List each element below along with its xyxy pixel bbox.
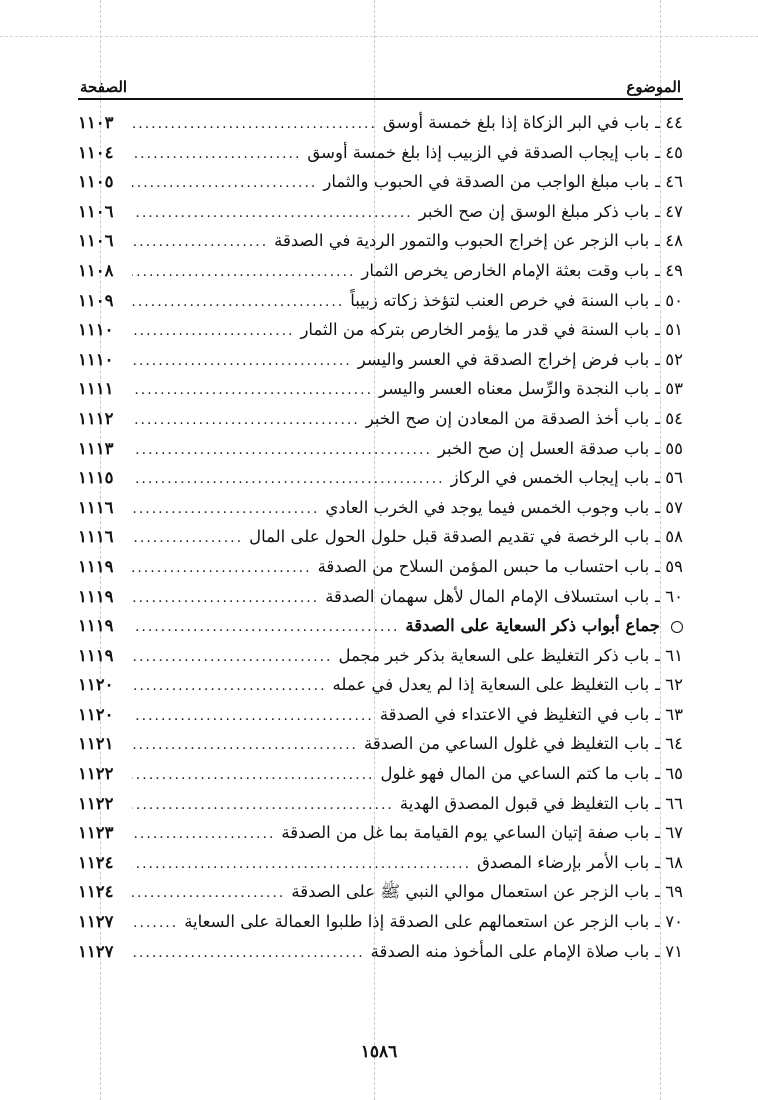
toc-header: [78, 70, 683, 100]
entry-number: ٦٢ ـ: [655, 675, 683, 695]
entry-page-number: ١١٠٨: [78, 260, 114, 280]
entry-number: ٧٠ ـ: [655, 912, 683, 932]
entry-title: باب الرخصة في تقديم الصدقة قبل حلول الحول على المال: [249, 527, 650, 547]
toc-row[interactable]: [78, 143, 683, 173]
toc-row[interactable]: [78, 113, 683, 143]
dot-leader: [132, 294, 344, 310]
entry-page-number: ١١٢٤: [78, 852, 114, 872]
toc-row[interactable]: [78, 882, 683, 912]
dot-leader: [132, 619, 399, 635]
scan-guide-line: [0, 36, 758, 37]
toc-row[interactable]: [78, 468, 683, 498]
entry-number: ٤٤ ـ: [655, 113, 683, 132]
dot-leader: [132, 708, 374, 724]
dot-leader: [132, 737, 358, 753]
entry-page-number: ١١١٩: [78, 556, 114, 576]
entry-title: باب النجدة والرِّسل معناه العسر واليسر: [379, 379, 650, 399]
entry-title: باب صفة إتيان الساعي يوم القيامة بما غل من الصدقة: [281, 823, 650, 843]
dot-leader: [132, 471, 445, 487]
toc-row[interactable]: [78, 320, 683, 350]
entry-number: ٦٣ ـ: [655, 704, 683, 724]
entry-title: باب إيجاب الصدقة في الزبيب إذا بلغ خمسة أوسق: [307, 142, 650, 162]
entry-number: ٦٨ ـ: [655, 852, 683, 872]
toc-row[interactable]: [78, 587, 683, 617]
toc-row[interactable]: [78, 675, 683, 705]
entry-title: باب استسلاف الإمام المال لأهل سهمان الصدقة: [325, 586, 650, 606]
entry-number: [666, 616, 683, 635]
entry-page-number: ١١٠٥: [78, 172, 114, 192]
entry-page-number: ١١٠٩: [78, 290, 114, 310]
page-number: ١٥٨٦: [360, 1042, 398, 1062]
toc-row[interactable]: [78, 291, 683, 321]
entry-page-number: ١١١٦: [78, 497, 114, 517]
page-column-label: الصفحة: [80, 78, 128, 96]
toc-row[interactable]: [78, 646, 683, 676]
toc-row[interactable]: [78, 498, 683, 528]
dot-leader: [132, 442, 432, 458]
entry-title: باب احتساب ما حبس المؤمن السلاح من الصدقة: [317, 556, 650, 576]
toc-section-heading[interactable]: [78, 616, 683, 646]
entry-title: باب إيجاب الخمس في الركاز: [450, 468, 650, 488]
dot-leader: [132, 234, 268, 250]
topic-column-label: الموضوع: [626, 78, 681, 96]
entry-number: ٦٠ ـ: [655, 586, 683, 606]
entry-page-number: ١١٢٤: [78, 882, 114, 902]
toc-row[interactable]: [78, 409, 683, 439]
toc-row[interactable]: [78, 823, 683, 853]
toc-row[interactable]: [78, 557, 683, 587]
entry-page-number: ١١١٢: [78, 408, 114, 428]
toc-row[interactable]: [78, 705, 683, 735]
entry-number: ٥٩ ـ: [655, 556, 683, 576]
toc-row[interactable]: [78, 202, 683, 232]
dot-leader: [132, 530, 243, 546]
dot-leader: [132, 323, 294, 339]
entry-title: باب ما كتم الساعي من المال فهو غلول: [380, 764, 650, 784]
entry-page-number: ١١١٩: [78, 616, 114, 636]
dot-leader: [132, 501, 319, 517]
entry-title: باب الزجر عن استعمالهم على الصدقة إذا طلبوا العمالة على السعاية: [184, 912, 650, 932]
dot-leader: [132, 412, 360, 428]
toc-row[interactable]: [78, 794, 683, 824]
entry-title: باب ذكر مبلغ الوسق إن صح الخبر: [418, 201, 650, 221]
toc-row[interactable]: [78, 261, 683, 291]
entry-page-number: ١١٢٢: [78, 793, 114, 813]
entry-number: ٥٨ ـ: [655, 527, 683, 547]
entry-page-number: ١١١١: [78, 379, 114, 399]
entry-number: ٤٦ ـ: [655, 172, 683, 192]
toc-row[interactable]: [78, 172, 683, 202]
toc-row[interactable]: [78, 379, 683, 409]
circle-bullet-icon: [671, 621, 683, 633]
entry-number: ٤٧ ـ: [655, 201, 683, 221]
entry-page-number: ١١١٥: [78, 468, 114, 488]
entry-number: ٥١ ـ: [655, 320, 683, 340]
dot-leader: [132, 590, 319, 606]
entry-page-number: ١١٢٠: [78, 675, 114, 695]
dot-leader: [132, 767, 374, 783]
entry-title: باب صدقة العسل إن صح الخبر: [437, 438, 650, 458]
entry-title: باب في التغليظ في الاعتداء في الصدقة: [379, 704, 650, 724]
entry-title: باب مبلغ الواجب من الصدقة في الحبوب والثمار: [323, 172, 650, 192]
entry-number: ٥٣ ـ: [655, 379, 683, 399]
entry-page-number: ١١٠٣: [78, 113, 114, 132]
entry-number: ٤٩ ـ: [655, 260, 683, 280]
entry-number: ٥٤ ـ: [655, 408, 683, 428]
dot-leader: [132, 353, 352, 369]
dot-leader: [132, 560, 312, 576]
entry-number: ٦٦ ـ: [655, 793, 683, 813]
dot-leader: [132, 175, 317, 191]
toc-row[interactable]: [78, 912, 683, 942]
entry-number: ٥٧ ـ: [655, 497, 683, 517]
entry-number: ٦٥ ـ: [655, 764, 683, 784]
entry-number: ٥٦ ـ: [655, 468, 683, 488]
dot-leader: [132, 205, 413, 221]
dot-leader: [132, 678, 327, 694]
entry-title: باب صلاة الإمام على المأخوذ منه الصدقة: [370, 941, 650, 961]
entry-title: باب التغليظ في قبول المصدق الهدية: [399, 793, 650, 813]
entry-page-number: ١١١٣: [78, 438, 114, 458]
dot-leader: [132, 856, 471, 872]
entry-page-number: ١١١٠: [78, 349, 114, 369]
dot-leader: [132, 797, 394, 813]
entry-number: ٤٨ ـ: [655, 231, 683, 251]
toc-row[interactable]: [78, 439, 683, 469]
entry-title: باب الزجر عن استعمال موالي النبي ﷺ على الصدقة: [291, 882, 650, 902]
entry-title: باب السنة في قدر ما يؤمر الخارص بتركه من الثمار: [300, 320, 650, 340]
entry-page-number: ١١١٠: [78, 320, 114, 340]
entry-title: باب وجوب الخمس فيما يوجد في الخرب العادي: [325, 497, 650, 517]
dot-leader: [132, 945, 365, 961]
entry-number: ٤٥ ـ: [655, 142, 683, 162]
toc-list: [78, 113, 683, 971]
entry-title: باب ذكر التغليظ على السعاية بذكر خبر مجمل: [338, 645, 650, 665]
entry-number: ٦٩ ـ: [655, 882, 683, 902]
entry-title: باب فرض إخراج الصدقة في العسر واليسر: [357, 349, 650, 369]
entry-number: ٥٢ ـ: [655, 349, 683, 369]
entry-page-number: ١١٠٤: [78, 142, 114, 162]
dot-leader: [132, 146, 301, 162]
entry-title: باب التغليظ في غلول الساعي من الصدقة: [363, 734, 650, 754]
entry-page-number: ١١٢١: [78, 734, 114, 754]
entry-title: باب الزجر عن إخراج الحبوب والتمور الردية في الصدقة: [274, 231, 650, 251]
toc-row[interactable]: [78, 942, 683, 972]
toc-row[interactable]: [78, 764, 683, 794]
entry-page-number: ١١٢٧: [78, 941, 114, 961]
entry-number: ٥٥ ـ: [655, 438, 683, 458]
dot-leader: [132, 116, 377, 132]
toc-row[interactable]: [78, 734, 683, 764]
entry-title: باب وقت بعثة الإمام الخارص يخرص الثمار: [361, 260, 650, 280]
entry-number: ٦١ ـ: [655, 645, 683, 665]
entry-page-number: ١١٢٢: [78, 764, 114, 784]
dot-leader: [132, 649, 333, 665]
toc-row[interactable]: [78, 350, 683, 380]
dot-leader: [132, 915, 178, 931]
dot-leader: [132, 826, 275, 842]
entry-page-number: ١١١٩: [78, 645, 114, 665]
dot-leader: [132, 264, 355, 280]
toc-row[interactable]: [78, 527, 683, 557]
entry-number: ٥٠ ـ: [655, 290, 683, 310]
entry-page-number: ١١٢٠: [78, 704, 114, 724]
entry-title: باب السنة في خرص العنب لتؤخذ زكاته زبيباً: [350, 290, 650, 310]
entry-title: باب الأمر بإرضاء المصدق: [477, 852, 650, 872]
dot-leader: [132, 382, 373, 398]
entry-title: جماع أبواب ذكر السعاية على الصدقة: [405, 616, 660, 636]
entry-number: ٦٤ ـ: [655, 734, 683, 754]
entry-page-number: ١١٠٦: [78, 201, 114, 221]
entry-title: باب التغليظ على السعاية إذا لم يعدل في عمله: [332, 675, 650, 695]
entry-page-number: ١١١٦: [78, 527, 114, 547]
entry-page-number: ١١١٩: [78, 586, 114, 606]
dot-leader: [132, 885, 285, 901]
entry-page-number: ١١٠٦: [78, 231, 114, 251]
entry-page-number: ١١٢٣: [78, 823, 114, 843]
entry-title: باب أخذ الصدقة من المعادن إن صح الخبر: [365, 408, 650, 428]
entry-title: باب في البر الزكاة إذا بلغ خمسة أوسق: [382, 113, 650, 132]
toc-row[interactable]: [78, 853, 683, 883]
toc-page: [78, 70, 683, 971]
entry-number: ٧١ ـ: [655, 941, 683, 961]
entry-page-number: ١١٢٧: [78, 912, 114, 932]
entry-number: ٦٧ ـ: [655, 823, 683, 843]
toc-row[interactable]: [78, 231, 683, 261]
